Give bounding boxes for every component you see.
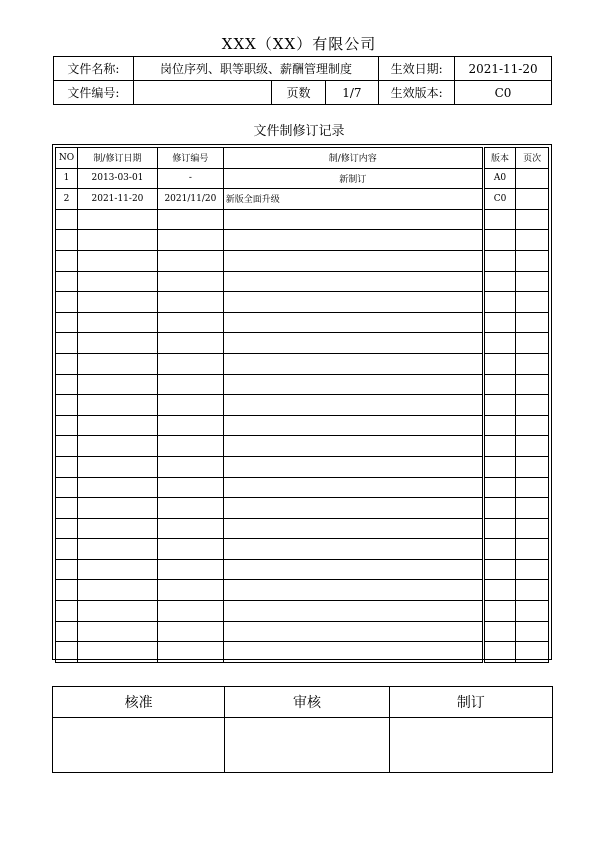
cell-no — [56, 477, 78, 498]
review-signature-cell — [225, 718, 389, 773]
approve-signature-cell — [53, 718, 225, 773]
revision-record-table — [55, 147, 549, 663]
record-row — [56, 477, 549, 498]
record-row — [56, 559, 549, 580]
cell-page — [516, 209, 549, 230]
cell-date — [77, 498, 157, 519]
record-row — [56, 498, 549, 519]
cell-content — [223, 518, 483, 539]
record-row — [56, 333, 549, 354]
cell-date — [77, 230, 157, 251]
cell-no — [56, 621, 78, 642]
cell-content — [223, 477, 483, 498]
cell-content — [223, 353, 483, 374]
cell-content — [223, 209, 483, 230]
cell-date — [77, 621, 157, 642]
cell-rev-no — [158, 498, 224, 519]
cell-page — [516, 271, 549, 292]
header-content: 制/修订内容 — [223, 148, 483, 169]
cell-date — [77, 456, 157, 477]
record-row — [56, 436, 549, 457]
cell-version — [483, 580, 516, 601]
cell-version — [483, 374, 516, 395]
cell-content — [223, 271, 483, 292]
cell-version — [483, 642, 516, 663]
cell-page — [516, 250, 549, 271]
cell-page — [516, 189, 549, 210]
cell-page — [516, 333, 549, 354]
cell-content: 新版全面升级 — [223, 189, 483, 210]
cell-rev-no — [158, 271, 224, 292]
cell-rev-no — [158, 559, 224, 580]
record-row — [56, 395, 549, 416]
cell-date — [77, 642, 157, 663]
cell-page — [516, 395, 549, 416]
cell-rev-no — [158, 374, 224, 395]
record-row — [56, 456, 549, 477]
record-header-row — [56, 148, 549, 169]
cell-date — [77, 539, 157, 560]
cell-date — [77, 312, 157, 333]
cell-rev-no — [158, 230, 224, 251]
cell-content: 新制订 — [223, 168, 483, 189]
cell-rev-no — [158, 395, 224, 416]
record-row — [56, 189, 549, 210]
cell-no — [56, 312, 78, 333]
doc-no-label: 文件编号: — [54, 81, 134, 105]
cell-rev-no — [158, 292, 224, 313]
cell-rev-no — [158, 209, 224, 230]
cell-version — [483, 436, 516, 457]
cell-date — [77, 415, 157, 436]
cell-content — [223, 642, 483, 663]
cell-rev-no — [158, 312, 224, 333]
cell-page — [516, 168, 549, 189]
cell-no — [56, 271, 78, 292]
record-row — [56, 374, 549, 395]
cell-date — [77, 333, 157, 354]
cell-version — [483, 250, 516, 271]
cell-date — [77, 209, 157, 230]
cell-rev-no — [158, 621, 224, 642]
record-row — [56, 271, 549, 292]
cell-date — [77, 436, 157, 457]
cell-no — [56, 539, 78, 560]
cell-no — [56, 436, 78, 457]
header-page: 页次 — [516, 148, 549, 169]
cell-page — [516, 518, 549, 539]
cell-no: 2 — [56, 189, 78, 210]
cell-rev-no — [158, 333, 224, 354]
cell-content — [223, 580, 483, 601]
cell-date: 2021-11-20 — [77, 189, 157, 210]
record-row — [56, 621, 549, 642]
version-label: 生效版本: — [379, 81, 455, 105]
record-row — [56, 230, 549, 251]
header-date: 制/修订日期 — [77, 148, 157, 169]
signoff-table — [52, 686, 553, 773]
record-row — [56, 250, 549, 271]
cell-date — [77, 477, 157, 498]
cell-rev-no — [158, 642, 224, 663]
cell-no — [56, 580, 78, 601]
cell-page — [516, 456, 549, 477]
cell-content — [223, 559, 483, 580]
cell-version — [483, 395, 516, 416]
effective-date-value: 2021-11-20 — [455, 57, 552, 81]
prepare-signature-cell — [389, 718, 552, 773]
record-row — [56, 518, 549, 539]
cell-date: 2013-03-01 — [77, 168, 157, 189]
cell-rev-no — [158, 456, 224, 477]
cell-content — [223, 374, 483, 395]
cell-page — [516, 292, 549, 313]
cell-no — [56, 230, 78, 251]
cell-version — [483, 477, 516, 498]
cell-content — [223, 498, 483, 519]
cell-no — [56, 250, 78, 271]
cell-page — [516, 539, 549, 560]
record-row — [56, 353, 549, 374]
cell-page — [516, 559, 549, 580]
cell-rev-no — [158, 601, 224, 622]
cell-page — [516, 415, 549, 436]
cell-no — [56, 456, 78, 477]
cell-version — [483, 559, 516, 580]
record-row — [56, 601, 549, 622]
cell-version — [483, 271, 516, 292]
cell-date — [77, 580, 157, 601]
doc-no-value — [133, 81, 272, 105]
cell-page — [516, 580, 549, 601]
cell-page — [516, 601, 549, 622]
cell-version — [483, 498, 516, 519]
cell-page — [516, 312, 549, 333]
cell-no — [56, 292, 78, 313]
cell-version — [483, 333, 516, 354]
cell-content — [223, 250, 483, 271]
cell-version — [483, 292, 516, 313]
prepare-label: 制订 — [389, 687, 552, 718]
cell-no — [56, 498, 78, 519]
record-row — [56, 168, 549, 189]
cell-rev-no — [158, 580, 224, 601]
cell-content — [223, 621, 483, 642]
cell-no — [56, 559, 78, 580]
cell-content — [223, 456, 483, 477]
cell-no — [56, 374, 78, 395]
pages-value: 1/7 — [325, 81, 378, 105]
cell-page — [516, 230, 549, 251]
cell-rev-no — [158, 539, 224, 560]
document-info-table — [53, 56, 552, 105]
cell-no — [56, 395, 78, 416]
cell-rev-no — [158, 518, 224, 539]
cell-version: C0 — [483, 189, 516, 210]
record-row — [56, 580, 549, 601]
record-row — [56, 312, 549, 333]
cell-date — [77, 374, 157, 395]
cell-date — [77, 353, 157, 374]
cell-no — [56, 518, 78, 539]
cell-content — [223, 539, 483, 560]
cell-no — [56, 353, 78, 374]
cell-page — [516, 374, 549, 395]
cell-content — [223, 436, 483, 457]
record-row — [56, 415, 549, 436]
header-no: NO — [56, 148, 78, 169]
cell-version — [483, 209, 516, 230]
record-row — [56, 292, 549, 313]
cell-version — [483, 518, 516, 539]
header-rev-no: 修订编号 — [158, 148, 224, 169]
cell-version: A0 — [483, 168, 516, 189]
doc-name-value: 岗位序列、职等职级、薪酬管理制度 — [133, 57, 378, 81]
doc-name-label: 文件名称: — [54, 57, 134, 81]
cell-rev-no — [158, 353, 224, 374]
cell-content — [223, 230, 483, 251]
cell-no — [56, 209, 78, 230]
cell-rev-no: - — [158, 168, 224, 189]
record-row — [56, 642, 549, 663]
cell-version — [483, 621, 516, 642]
cell-date — [77, 395, 157, 416]
cell-version — [483, 353, 516, 374]
version-value: C0 — [455, 81, 552, 105]
cell-no: 1 — [56, 168, 78, 189]
cell-page — [516, 642, 549, 663]
cell-rev-no: 2021/11/20 — [158, 189, 224, 210]
cell-page — [516, 353, 549, 374]
cell-page — [516, 498, 549, 519]
cell-no — [56, 642, 78, 663]
record-title: 文件制修订记录 — [253, 124, 345, 139]
approve-label: 核准 — [53, 687, 225, 718]
cell-content — [223, 312, 483, 333]
effective-date-label: 生效日期: — [379, 57, 455, 81]
record-row — [56, 209, 549, 230]
cell-version — [483, 456, 516, 477]
cell-content — [223, 333, 483, 354]
cell-page — [516, 621, 549, 642]
cell-rev-no — [158, 436, 224, 457]
cell-version — [483, 312, 516, 333]
cell-date — [77, 271, 157, 292]
company-name: XXX（XX）有限公司 — [221, 35, 377, 53]
header-version: 版本 — [483, 148, 516, 169]
cell-content — [223, 292, 483, 313]
cell-rev-no — [158, 477, 224, 498]
cell-content — [223, 395, 483, 416]
cell-no — [56, 601, 78, 622]
cell-content — [223, 601, 483, 622]
cell-no — [56, 415, 78, 436]
cell-version — [483, 601, 516, 622]
cell-content — [223, 415, 483, 436]
cell-version — [483, 539, 516, 560]
cell-date — [77, 250, 157, 271]
cell-rev-no — [158, 250, 224, 271]
cell-date — [77, 601, 157, 622]
pages-label: 页数 — [272, 81, 325, 105]
cell-no — [56, 333, 78, 354]
cell-page — [516, 436, 549, 457]
cell-version — [483, 230, 516, 251]
cell-date — [77, 292, 157, 313]
cell-date — [77, 559, 157, 580]
cell-version — [483, 415, 516, 436]
cell-rev-no — [158, 415, 224, 436]
record-row — [56, 539, 549, 560]
review-label: 审核 — [225, 687, 389, 718]
cell-page — [516, 477, 549, 498]
cell-date — [77, 518, 157, 539]
